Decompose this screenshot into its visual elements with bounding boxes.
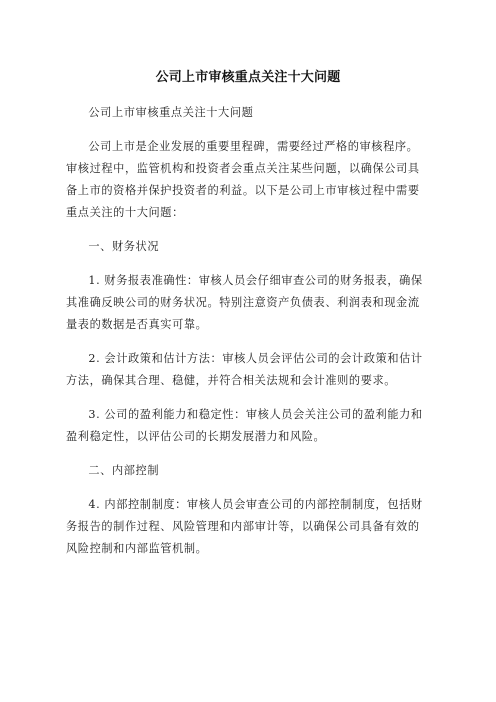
section-heading-finance: 一、财务状况: [88, 240, 160, 253]
document-subtitle: 公司上市审核重点关注十大问题: [88, 106, 254, 119]
section-heading-internal-control: 二、内部控制: [88, 464, 160, 477]
document-body: [66, 102, 430, 572]
item-3-paragraph: 3. 公司的盈利能力和稳定性：审核人员会关注公司的盈利能力和盈利稳定性，以评估公司的长期发展潜力和风险。: [66, 408, 423, 443]
intro-paragraph: 公司上市是企业发展的重要里程碑，需要经过严格的审核程序。审核过程中，监管机构和投资者会重点关注某些问题，以确保公司具备上市的资格并保护投资者的利益。以下是公司上市审核过程中需要重点关注的十大问题：: [66, 140, 420, 219]
item-1-paragraph: 1. 财务报表准确性：审核人员会仔细审查公司的财务报表，确保其准确反映公司的财务状况。特别注意资产负债表、利润表和现金流量表的数据是否真实可靠。: [66, 274, 423, 331]
item-2-paragraph: 2. 会计政策和估计方法：审核人员会评估公司的会计政策和估计方法，确保其合理、稳健，并符合相关法规和会计准则的要求。: [66, 352, 423, 387]
item-4-paragraph: 4. 内部控制制度：审核人员会审查公司的内部控制制度，包括财务报告的制作过程、风险管理和内部审计等，以确保公司具备有效的风险控制和内部监管机制。: [66, 498, 423, 555]
document-title: 公司上市审核重点关注十大问题: [155, 70, 341, 85]
